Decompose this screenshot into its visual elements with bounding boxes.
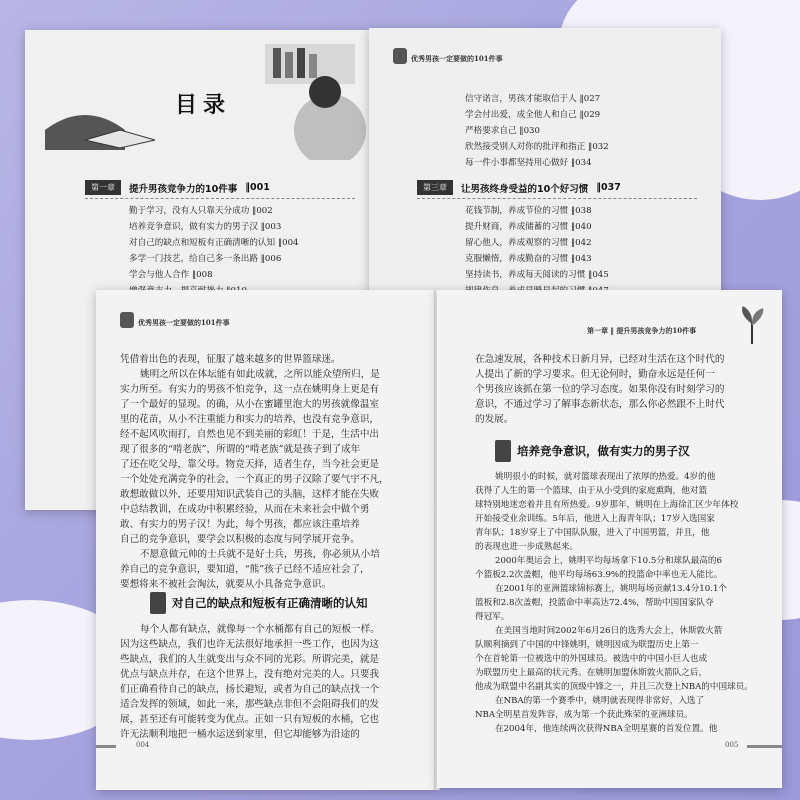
body-line: 敢想敢做以外，还要用知识武装自己的头脑，这样才能在失败 bbox=[120, 489, 380, 500]
body-line: 青年队；18岁穿上了中国队队服，进入了中国男篮，并且，他 bbox=[475, 528, 710, 538]
toc-entry: 留心他人，养成观察的习惯 ‖042 bbox=[465, 238, 592, 248]
body-line: 里的花苗，从小不注重能力和实力的培养，也没有竞争意识， bbox=[120, 414, 380, 425]
body-line: 实力所至。有实力的男孩不怕竞争，这一点在姚明身上更是有 bbox=[120, 384, 380, 395]
toc-entry: 提升财商，养成储蓄的习惯 ‖040 bbox=[465, 222, 592, 232]
body-line: 凭借着出色的表现，征服了越来越多的世界篮球迷。 bbox=[120, 354, 341, 365]
page-number: 005 bbox=[725, 741, 739, 749]
body-line: 为联盟历史上最高的状元秀。在姚明加盟休斯敦火箭队之后， bbox=[475, 668, 708, 678]
body-line: 养自己的竞争意识，要知道，“熊”孩子已经不适应社会了， bbox=[120, 564, 370, 575]
toc-entry: 克服懒惰，养成勤奋的习惯 ‖043 bbox=[465, 254, 592, 264]
chapter-heading bbox=[417, 180, 621, 195]
chapter-page: ‖001 bbox=[245, 182, 270, 193]
body-line: 些缺点，我们的人生就变出与众不同的光彩。所谓完美，就是 bbox=[120, 654, 380, 665]
body-line: 敢、有实力的男子汉！为此，每个男孩，都应该注重培养 bbox=[120, 519, 360, 530]
toc-title: 目录 bbox=[175, 93, 232, 118]
chapter-rule bbox=[85, 198, 355, 199]
section-title: 培养竞争意识，做有实力的男子汉 bbox=[517, 444, 690, 458]
chapter-tag: 第一章 bbox=[85, 180, 121, 195]
chapter-rule bbox=[417, 198, 697, 199]
body-line: 在2004年，他连续两次获得NBA全明星赛的首发位置。他 bbox=[495, 724, 718, 734]
body-line: 姚明之所以在体坛能有如此成就，之所以能众望所归，是 bbox=[140, 369, 380, 380]
body-line: 开始接受业余训练。5年后，他进入上海青年队；17岁入选国家 bbox=[475, 514, 715, 524]
body-line: 队顺利摘到了中国的中锋姚明，姚明因成为联盟历史上第一 bbox=[475, 640, 699, 650]
chapter-heading bbox=[85, 180, 270, 195]
body-line: 个在首轮第一位被选中的外国球员。被选中的中国小巨人也成 bbox=[475, 654, 708, 664]
plant-illustration bbox=[737, 304, 767, 344]
section-heading bbox=[495, 440, 690, 462]
section-icon bbox=[495, 440, 511, 462]
front-right-page bbox=[437, 290, 782, 788]
header-icon bbox=[393, 48, 407, 64]
chapter-page: ‖037 bbox=[596, 182, 621, 193]
body-line: 意识，不通过学习了解事态新状态，那么你必然跟不上时代 bbox=[475, 399, 725, 410]
body-line: 每个人都有缺点，就像每一个水桶都有自己的短板一样。 bbox=[140, 624, 380, 635]
body-line: 球特别地迷恋着并且有所热爱。9岁那年，姚明在上海徐汇区少年体校 bbox=[475, 500, 739, 510]
body-line: 要想将来不被社会淘汰，就要从小具备竞争意识。 bbox=[120, 579, 332, 590]
body-line: 得冠军。 bbox=[475, 612, 510, 622]
body-line: 篮板和2.8次盖帽，投篮命中率高达72.4%，帮助中国国家队夺 bbox=[475, 598, 714, 608]
toc-entry: 多学一门技艺，给自己多一条出路 ‖006 bbox=[129, 254, 282, 264]
body-line: 个男孩应该抓在第一位的学习态度。如果你没有时刻学习的 bbox=[475, 384, 725, 395]
chapter-tag: 第三章 bbox=[417, 180, 453, 195]
body-line: 他成为联盟中名副其实的顶级中锋之一，并且三次登上NBA的中国球员。 bbox=[475, 682, 753, 692]
body-line: NBA全明星首发阵容，成为第一个获此殊荣的亚洲球员。 bbox=[475, 710, 693, 720]
toc-entry: 对自己的缺点和短板有正确清晰的认知 ‖004 bbox=[129, 238, 299, 248]
section-heading bbox=[150, 592, 368, 614]
footer-bar bbox=[747, 745, 782, 748]
book-header: 优秀男孩一定要做的101件事 bbox=[411, 54, 503, 63]
header-icon bbox=[120, 312, 134, 328]
toc-entry: 每一件小事都坚持用心做好 ‖034 bbox=[465, 158, 592, 168]
page-number: 004 bbox=[136, 741, 150, 749]
toc-entry: 坚持读书，养成每天阅读的习惯 ‖045 bbox=[465, 270, 609, 280]
toc-entry: 严格要求自己 ‖030 bbox=[465, 126, 540, 136]
toc-entry: 信守诺言，男孩才能取信于人 ‖027 bbox=[465, 94, 601, 104]
body-line: 经不起风吹雨打，自然也见不到美丽的彩虹！于是，生活中出 bbox=[120, 429, 380, 440]
body-line: 了还在吃父母，靠父母。物竞天择，适者生存，当今社会更是 bbox=[120, 459, 380, 470]
footer-bar bbox=[96, 745, 116, 748]
body-line: 中总结教训，在成功中积累经验，从而在未来社会中做个勇 bbox=[120, 504, 370, 515]
body-line: 的发展。 bbox=[475, 414, 514, 425]
body-line: 展，甚至还有可能转变为优点。正如一只有短板的水桶，它也 bbox=[120, 714, 380, 725]
body-line: 个篮板2.2次盖帽，他平均每场63.9%的投篮命中率也无人能比。 bbox=[475, 570, 723, 580]
body-line: 们正确看待自己的缺点，扬长避短，或者为自己的缺点找一个 bbox=[120, 684, 380, 695]
toc-entry: 学会付出爱，成全他人和自己 ‖029 bbox=[465, 110, 601, 120]
body-line: 在2001年的亚洲篮球锦标赛上，姚明每场贡献13.4分10.1个 bbox=[495, 584, 728, 594]
section-title: 对自己的缺点和短板有正确清晰的认知 bbox=[172, 596, 368, 610]
toc-entry: 花钱节制，养成节俭的习惯 ‖038 bbox=[465, 206, 592, 216]
chapter-title: 让男孩终身受益的10个好习惯 bbox=[461, 183, 589, 195]
chapter-header: 第一章 ‖ 提升男孩竞争力的10件事 bbox=[587, 326, 697, 335]
toc-entry: 培养竞争意识，做有实力的男子汉 ‖003 bbox=[129, 222, 282, 232]
body-line: 现了很多的“啃老族”，所谓的“啃老族”就是孩子到了成年 bbox=[120, 444, 361, 455]
body-line: 许无法顺利地把一桶水运送到家里，但它却能够为沿途的 bbox=[120, 729, 360, 740]
front-left-page bbox=[96, 290, 437, 790]
chapter-title: 提升男孩竞争力的10件事 bbox=[129, 183, 238, 195]
body-line: 2000年奥运会上，姚明平均每场拿下10.5分和球队最高的6 bbox=[495, 556, 722, 566]
book-header: 优秀男孩一定要做的101件事 bbox=[138, 318, 230, 327]
body-line: 优点与缺点并存，在这个世界上，没有绝对完美的人。只要我 bbox=[120, 669, 380, 680]
body-line: 一个处处充满竞争的社会，一个真正的男子汉除了要气宇不凡， bbox=[120, 474, 389, 485]
body-line: 获得了人生的第一个篮球，由于从小受到的家庭熏陶，他对篮 bbox=[475, 486, 708, 496]
body-line: 自己的竞争意识，要学会以积极的态度与同学展开竞争。 bbox=[120, 534, 360, 545]
body-line: 不愿意做元帅的士兵就不是好士兵，男孩，你必须从小培 bbox=[140, 549, 380, 560]
toc-entry: 学会与他人合作 ‖008 bbox=[129, 270, 213, 280]
section-icon bbox=[150, 592, 166, 614]
body-line: 在美国当地时间2002年6月26日的选秀大会上，休斯敦火箭 bbox=[495, 626, 723, 636]
body-line: 人提出了新的学习要求。但无论何时，勤奋永远是任何一 bbox=[475, 369, 715, 380]
toc-entry: 欣然接受别人对你的批评和指正 ‖032 bbox=[465, 142, 609, 152]
body-line: 了一个最好的显现。的确，从小在蜜罐里泡大的男孩就像温室 bbox=[120, 399, 380, 410]
body-line: 因为这些缺点，我们也许无法很好地承担一些工作，也因为这 bbox=[120, 639, 380, 650]
body-line: 的表现也进一步成熟起来。 bbox=[475, 542, 579, 552]
toc-entry: 勤于学习，没有人只靠天分成功 ‖002 bbox=[129, 206, 273, 216]
body-line: 适合发挥的领域，如此一来，那些缺点非但不会阻碍我们的发 bbox=[120, 699, 380, 710]
body-line: 姚明很小的时候，就对篮球表现出了浓厚的热爱。4岁的他 bbox=[495, 472, 716, 482]
body-line: 在急速发展，各种技术日新月异，已经对生活在这个时代的 bbox=[475, 354, 725, 365]
body-line: 在NBA的第一个赛季中，姚明就表现得非常好，入选了 bbox=[495, 696, 705, 706]
